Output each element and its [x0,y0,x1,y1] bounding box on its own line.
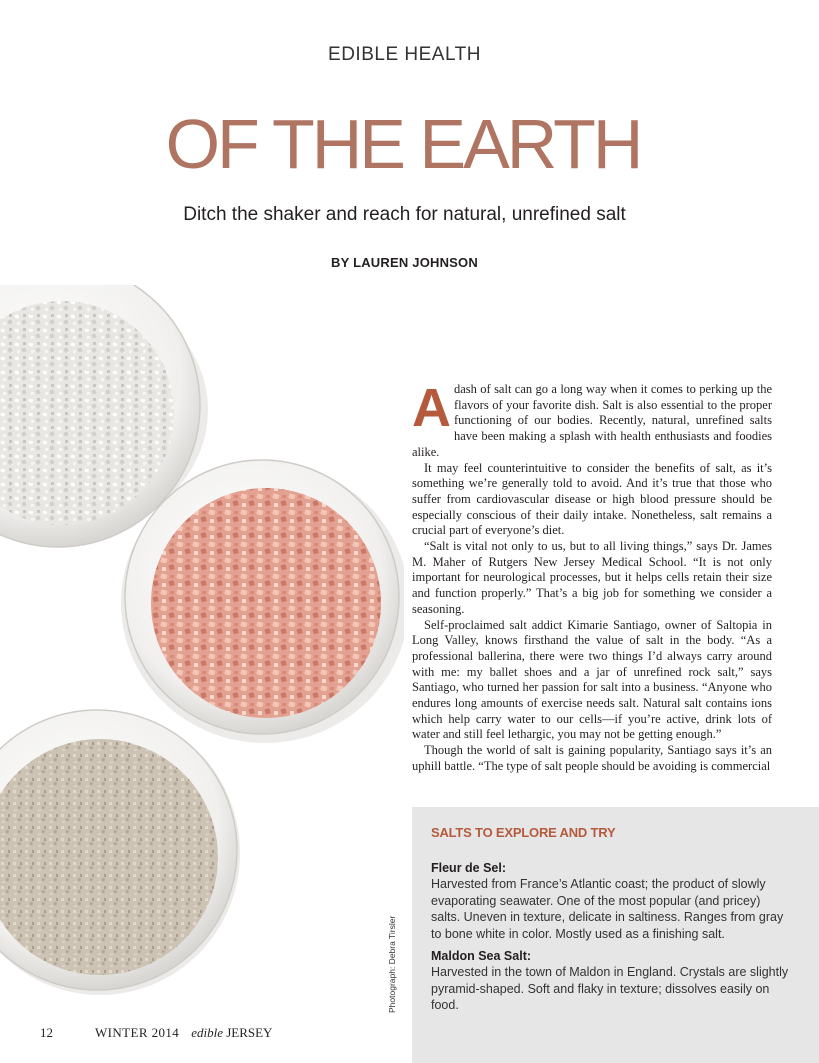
article-paragraph: Adash of salt can go a long way when it comes to perking up the flavors of your favorite dish. Salt is also essential to the proper functioning of our bodies. Recently, natural, unrefined salts have been making a splash with health enthusiasts and foodies alike. [412,378,772,459]
article-body [412,378,772,775]
article-paragraph: Self-proclaimed salt addict Kimarie Santiago, owner of Saltopia in Long Valley, knows firsthand the value of salt in the body. “As a professional ballerina, there were two things I’d always carry around with me: my ballet shoes and a jar of unrefined rock salt,” says Santiago, who turned her passion for salt into a business. “Anyone who endures long amounts of exercise needs salt. Natural salt contains ions which help carry water to our cells—if you’re active, drink lots of water and still feel lethargic, you may not be getting enough.” [412,617,772,742]
page-footer [40,1025,272,1041]
page-number: 12 [40,1025,53,1040]
issue-date: WINTER 2014 [95,1025,180,1040]
article-paragraph: “Salt is vital not only to us, but to all living things,” says Dr. James M. Maher of Rutgers New Jersey Medical School. “It is not only important for neurological processes, but it helps cells retain their size and function properly.” That’s a big job for something we consider a seasoning. [412,539,772,616]
magazine-name-edible: edible [191,1025,223,1040]
article-title: OF THE EARTH [165,105,641,183]
photo-credit: Photograph: Debra Tirsler [387,915,397,1013]
magazine-name: JERSEY [226,1025,273,1040]
sidebar-heading: SALTS TO EXPLORE AND TRY [431,825,616,840]
salt-description: Harvested in the town of Maldon in England. Crystals are slightly pyramid-shaped. Soft and flaky in texture; dissolves easily on food. [431,965,789,1012]
salt-bowls-photo [0,285,404,1063]
salt-name: Maldon Sea Salt: [431,949,532,963]
salt-name: Fleur de Sel: [431,861,507,875]
pink-salt-bowl [121,460,404,743]
byline: BY LAUREN JOHNSON [331,255,478,270]
grey-salt-bowl [0,710,240,995]
drop-cap: A [412,378,451,438]
section-label: EDIBLE HEALTH [328,44,481,65]
salt-description: Harvested from France’s Atlantic coast; the product of slowly evaporating seawater. One of the most popular (and pricey) salts. Uneven in texture, delicate in saltiness. Ranges from gray to bone white in color. Mostly used as a finishing salt. [431,877,784,941]
article-subtitle: Ditch the shaker and reach for natural, unrefined salt [183,204,626,225]
article-paragraph: It may feel counterintuitive to consider the benefits of salt, as it’s something we’re generally told to avoid. And it’s true that those who suffer from cardiovascular disease or high blood pressure should be especially conscious of their daily intake. Nonetheless, salt remains a crucial part of everyone’s diet. [412,460,772,538]
salts-sidebar [412,807,819,1063]
article-paragraph: Though the world of salt is gaining popularity, Santiago says it’s an uphill battle. “The type of salt people should be avoiding is commercial [412,743,772,773]
